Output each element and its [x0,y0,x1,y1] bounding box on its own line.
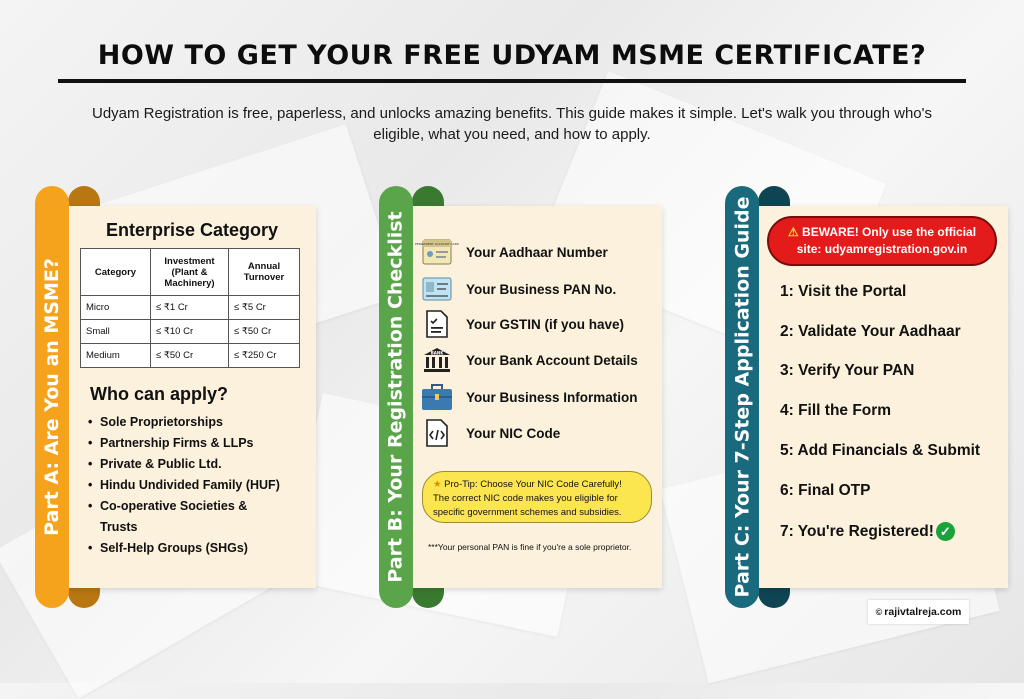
pro-tip-title-text: Pro-Tip: Choose Your NIC Code Carefully! [444,479,622,490]
step-item-label: 7: You're Registered! [780,522,934,540]
header-line: Turnover [243,272,285,283]
pro-tip-text: specific government schemes and subsidies. [433,507,622,518]
list-item: • Partnership Firms & LLPs [88,433,288,454]
step-item: 2: Validate Your Aadhaar [780,323,961,340]
table-cell: Micro [81,296,151,320]
pro-tip-box [422,471,652,523]
beware-warning [767,216,997,266]
table-row [81,320,300,344]
page-title: HOW TO GET YOUR FREE UDYAM MSME CERTIFICATE? [97,40,927,71]
part-c-panel [758,206,1008,588]
credit-text: rajivtalreja.com [884,606,962,618]
bank-icon [422,346,452,374]
table-row [81,344,300,368]
check-icon: ✓ [936,522,955,541]
credit-watermark [868,600,969,624]
checklist-item [422,419,560,447]
checklist-item-label: Your Aadhaar Number [466,244,608,260]
step-item: 3: Verify Your PAN [780,362,915,379]
part-c-band [725,186,759,608]
beware-line: site: udyamregistration.gov.in [796,242,968,256]
checklist-item-label: Your NIC Code [466,425,561,441]
part-c-label: Part C: Your 7-Step Application Guide [731,196,754,598]
table-cell: ≤ ₹1 Cr [151,296,229,320]
who-can-apply-title: Who can apply? [90,384,229,404]
table-header-row [81,249,300,296]
enterprise-category-table [80,248,300,368]
step-item: 4: Fill the Form [780,402,892,419]
aadhaar-icon-text: PERMANENT ACCOUNT CARD [415,242,459,246]
table-header-investment [151,249,229,296]
header-line: (Plant & [171,266,208,278]
pan-note: ***Your personal PAN is fine if you're a sole proprietor. [428,542,632,552]
intro-line: Udyam Registration is free, paperless, and unlocks amazing benefits. This guide makes it simple. Let's walk you through who's [91,105,933,122]
briefcase-icon [422,383,452,411]
checklist-item [422,346,638,374]
checklist-item [415,238,608,266]
bank-icon-text: BANK [430,350,444,356]
intro-line: eligible, what you need, and how to apply. [373,126,651,143]
aadhaar-card-icon [415,238,459,266]
checklist-item-label: Your Bank Account Details [466,352,638,368]
step-item: 1: Visit the Portal [780,283,907,300]
checklist-item [422,275,616,303]
list-item: • Private & Public Ltd. [88,454,288,475]
table-cell: ≤ ₹5 Cr [229,296,300,320]
pan-card-icon [422,275,452,303]
part-a-label: Part A: Are You an MSME? [41,258,64,536]
part-b-panel [412,206,662,588]
checklist-item-label: Your Business Information [466,389,638,405]
intro-text [70,103,954,145]
table-cell: Medium [81,344,151,368]
part-b-label: Part B: Your Registration Checklist [385,211,408,583]
star-icon: ★ [433,479,442,490]
header-line: Category [94,266,137,278]
table-cell: ≤ ₹10 Cr [151,320,229,344]
pro-tip-title [433,478,641,492]
gst-document-icon [422,310,452,338]
list-item: • Hindu Undivided Family (HUF) [88,475,288,496]
step-item: 5: Add Financials & Submit [780,442,981,459]
checklist-item [422,383,638,411]
table-header-turnover [229,249,300,296]
beware-line-text: BEWARE! Only use the official [802,225,977,239]
checklist-item-label: Your Business PAN No. [466,281,617,297]
table-cell: Small [81,320,151,344]
part-a-band [35,186,69,608]
who-can-apply-list [88,412,288,559]
enterprise-category-title: Enterprise Category [105,220,279,240]
list-item: • Sole Proprietorships [88,412,288,433]
warning-icon: ⚠ [787,225,799,239]
step-item: 6: Final OTP [780,482,871,499]
table-cell: ≤ ₹250 Cr [229,344,300,368]
checklist-item-label: Your GSTIN (if you have) [466,316,625,332]
table-cell: ≤ ₹50 Cr [151,344,229,368]
pro-tip-text: The correct NIC code makes you eligible for [433,493,618,504]
title-underline [58,79,966,83]
header-line: Annual [247,261,281,272]
beware-line [788,224,976,241]
list-item: • Self-Help Groups (SHGs) [88,538,288,559]
table-header-category [81,249,151,296]
table-row [81,296,300,320]
code-document-icon [422,419,452,447]
step-item-final [780,522,955,541]
copyright-icon: © [875,607,883,617]
header-line: Investment [164,255,215,267]
table-cell: ≤ ₹50 Cr [229,320,300,344]
list-item: • Co-operative Societies & Trusts [88,496,288,538]
header-line: Machinery) [164,277,215,289]
checklist-item [422,310,624,338]
part-a-panel [68,206,316,588]
part-b-band [379,186,413,608]
